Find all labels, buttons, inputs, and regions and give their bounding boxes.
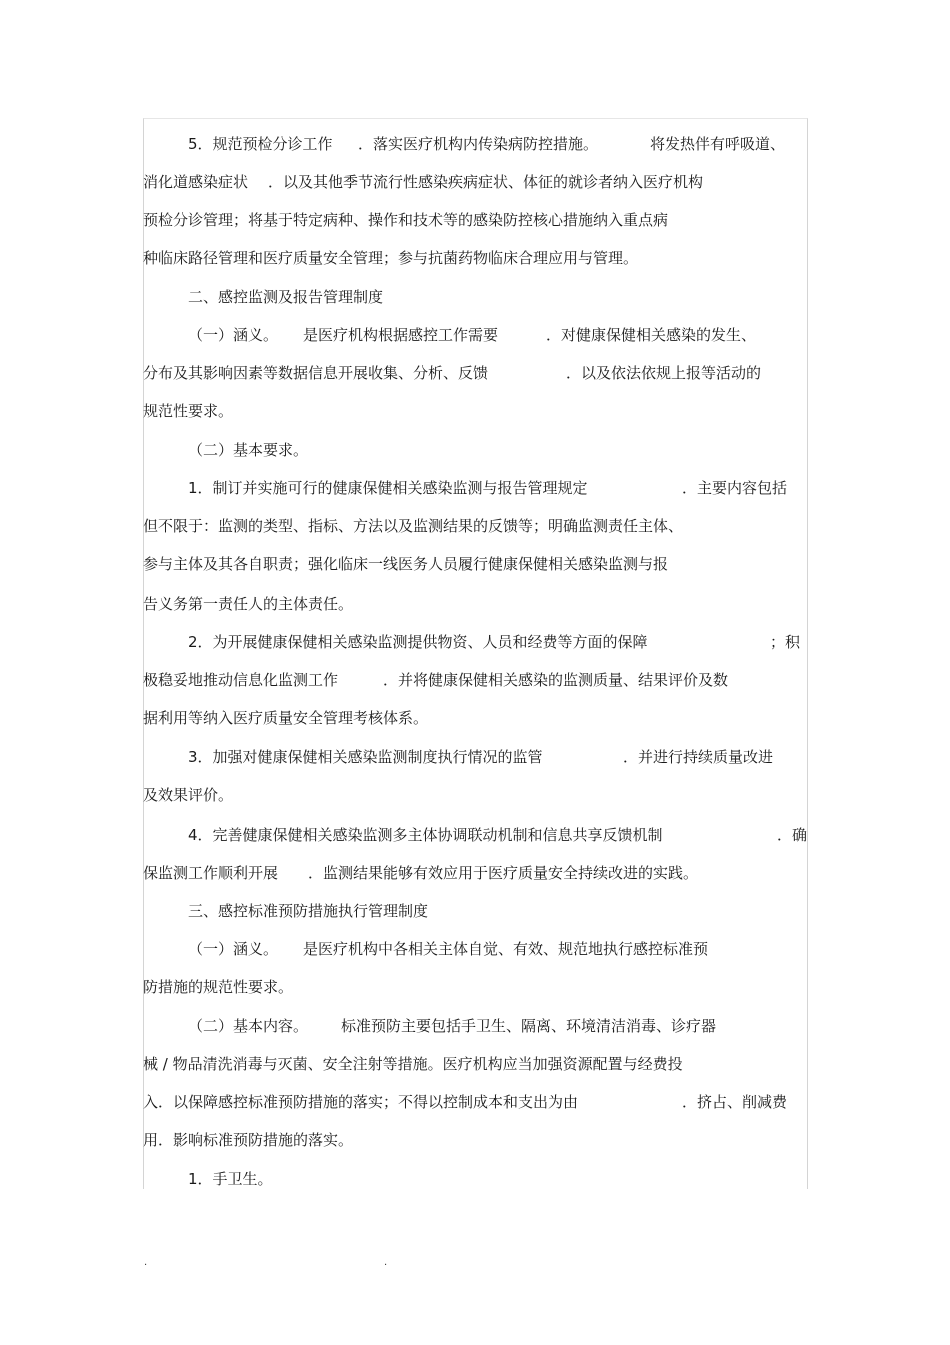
text-line-11-seg-1: 但不限于：监测的类型、指标、方法以及监测结果的反馈等；明确监测责任主体、 [143, 517, 684, 535]
text-line-20-seg-2: ．监测结果能够有效应用于医疗质量安全持续改进的实践。 [308, 864, 699, 882]
text-line-8-seg-1: 规范性要求。 [143, 402, 234, 420]
text-line-20-seg-1: 保监测工作顺利开展 [143, 864, 279, 882]
text-line-14-seg-1: 2．为开展健康保健相关感染监测提供物资、人员和经费等方面的保障 [188, 633, 648, 651]
text-line-19-seg-1: 4．完善健康保健相关感染监测多主体协调联动机制和信息共享反馈机制 [188, 826, 663, 844]
text-line-27-seg-1: 用．影响标准预防措施的落实。 [143, 1131, 354, 1149]
text-line-24-seg-1: （二）基本内容。 [188, 1017, 309, 1035]
text-line-1-seg-2: ．落实医疗机构内传染病防控措施。 [358, 135, 599, 153]
text-line-25-seg-1: 械 / 物品清洗消毒与灭菌、安全注射等措施。医疗机构应当加强资源配置与经费投 [143, 1055, 683, 1073]
text-line-10-seg-2: ．主要内容包括 [682, 479, 788, 497]
text-line-6-seg-3: ．对健康保健相关感染的发生、 [546, 326, 757, 344]
footer-dot-right: . [384, 1257, 388, 1268]
text-line-19-seg-2: ．确 [777, 826, 808, 844]
text-line-17-seg-1: 3．加强对健康保健相关感染监测制度执行情况的监管 [188, 748, 543, 766]
text-line-4-seg-1: 种临床路径管理和医疗质量安全管理；参与抗菌药物临床合理应用与管理。 [143, 249, 639, 267]
text-line-7-seg-2: ．以及依法依规上报等活动的 [566, 364, 762, 382]
text-line-9-seg-1: （二）基本要求。 [188, 441, 309, 459]
text-line-16-seg-1: 据利用等纳入医疗质量安全管理考核体系。 [143, 709, 429, 727]
text-line-26-seg-2: ．挤占、削减费 [682, 1093, 788, 1111]
text-line-17-seg-2: ．并进行持续质量改进 [623, 748, 774, 766]
text-line-21-seg-1: 三、感控标准预防措施执行管理制度 [188, 902, 429, 920]
text-line-6-seg-1: （一）涵义。 [188, 326, 279, 344]
text-line-12-seg-1: 参与主体及其各自职责；强化临床一线医务人员履行健康保健相关感染监测与报 [143, 555, 669, 573]
footer-dot-left: . [144, 1257, 148, 1268]
text-line-10-seg-1: 1．制订并实施可行的健康保健相关感染监测与报告管理规定 [188, 479, 588, 497]
text-line-13-seg-1: 告义务第一责任人的主体责任。 [143, 595, 354, 613]
text-line-24-seg-2: 标准预防主要包括手卫生、隔离、环境清洁消毒、诊疗器 [341, 1017, 717, 1035]
text-line-7-seg-1: 分布及其影响因素等数据信息开展收集、分析、反馈 [143, 364, 489, 382]
text-line-22-seg-1: （一）涵义。 [188, 940, 279, 958]
text-line-2-seg-1: 消化道感染症状 [143, 173, 249, 191]
text-line-1-seg-1: 5．规范预检分诊工作 [188, 135, 333, 153]
text-line-3-seg-1: 预检分诊管理；将基于特定病种、操作和技术等的感染防控核心措施纳入重点病 [143, 211, 669, 229]
text-line-26-seg-1: 入．以保障感控标准预防措施的落实；不得以控制成本和支出为由 [143, 1093, 579, 1111]
text-line-14-seg-2: ；积 [770, 633, 801, 651]
text-line-15-seg-1: 极稳妥地推动信息化监测工作 [143, 671, 339, 689]
text-line-2-seg-2: ．以及其他季节流行性感染疾病症状、体征的就诊者纳入医疗机构 [268, 173, 704, 191]
text-line-6-seg-2: 是医疗机构根据感控工作需要 [303, 326, 499, 344]
text-line-23-seg-1: 防措施的规范性要求。 [143, 978, 294, 996]
text-line-22-seg-2: 是医疗机构中各相关主体自觉、有效、规范地执行感控标准预 [303, 940, 709, 958]
text-line-5-seg-1: 二、感控监测及报告管理制度 [188, 288, 384, 306]
text-line-28-seg-1: 1．手卫生。 [188, 1170, 273, 1188]
text-line-1-seg-3: 将发热伴有呼吸道、 [650, 135, 786, 153]
text-line-18-seg-1: 及效果评价。 [143, 786, 234, 804]
text-line-15-seg-2: ．并将健康保健相关感染的监测质量、结果评价及数 [383, 671, 729, 689]
